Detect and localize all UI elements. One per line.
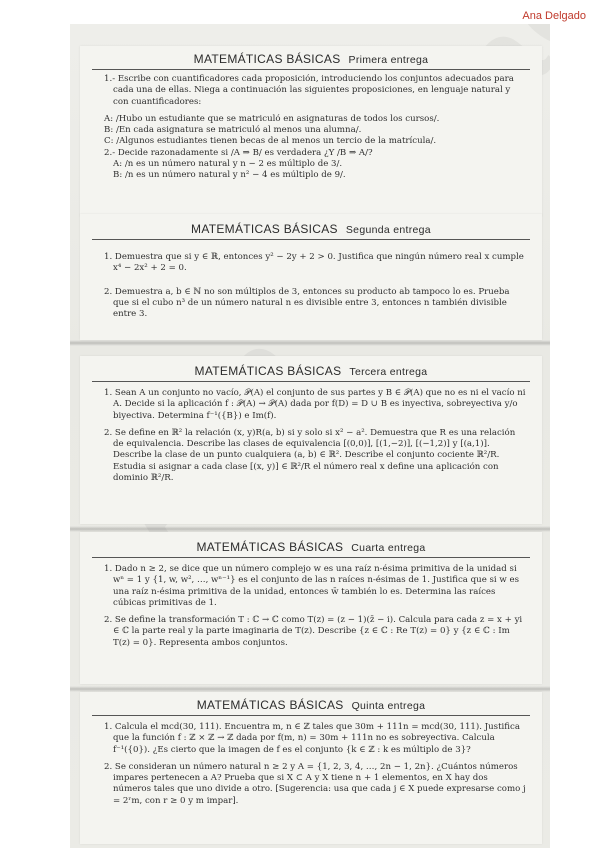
exercise-item: 2. Demuestra a, b ∈ ℕ no son múltiplos de 3, entonces su producto ab tampoco lo es. Prueba que si el cubo n³ de un número natural n es divisible entre 3, entonces n también divisible entre 3. xyxy=(104,286,510,320)
sheet-segunda-entrega xyxy=(80,214,542,340)
section-heading xyxy=(80,698,542,712)
exercise-item: 2.- Decide razonadamente si /A ⇒ B/ es verdadera ¿Y /B ⇒ A/? xyxy=(104,147,373,158)
sheet-cuarta-entrega xyxy=(80,532,542,684)
section-title: MATEMÁTICAS BÁSICAS xyxy=(193,52,341,66)
section-subtitle: Primera entrega xyxy=(348,54,429,66)
exercise-item: A: /n es un número natural y n − 2 es múltiplo de 3/. xyxy=(113,159,343,170)
exercise-list xyxy=(80,382,542,484)
exercise-item: 1. Demuestra que si y ∈ ℝ, entonces y² − 2y + 2 > 0. Justifica que ningún número real x cumple x⁴ − 2x² + 2 = 0. xyxy=(104,252,524,274)
exercise-item: A: /Hubo un estudiante que se matriculó en asignaturas de todos los cursos/. xyxy=(104,113,440,124)
section-heading xyxy=(80,52,542,66)
sheet-tercera-entrega xyxy=(80,356,542,524)
exercise-item: 1. Calcula el mcd(30, 111). Encuentra m, n ∈ ℤ tales que 30m + 111n = mcd(30, 111). Justifica que la función f : ℤ × ℤ → ℤ dada por f(m, n) = 30m + 111n no es sobreyectiva. Calcula f⁻¹({0}). ¿Es cierto que la imagen de f es el conjunto {k ∈ ℤ : k es múltiplo de 3}? xyxy=(104,722,520,755)
exercise-item: 2. Se consideran un número natural n ≥ 2 y A = {1, 2, 3, 4, …, 2n − 1, 2n}. ¿Cuántos números impares pertenecen a A? Prueba que si X ⊂ A y X tiene n + 1 elementos, en X hay dos números tales que uno divide a otro. [Sugerencia: usa que cada j ∈ X puede expresarse como j = 2ʳm, con r ≥ 0 y m impar]. xyxy=(104,761,526,806)
section-heading xyxy=(80,540,542,554)
section-subtitle: Quinta entrega xyxy=(351,700,426,712)
exercise-list xyxy=(80,716,542,807)
exercise-item: B: /n es un número natural y n² − 4 es múltiplo de 9/. xyxy=(113,170,346,181)
exercise-list xyxy=(80,70,542,182)
section-heading xyxy=(80,222,542,236)
exercise-item: 2. Se define en ℝ² la relación (x, y)R(a, b) si y solo si x² − a². Demuestra que R es una relación de equivalencia. Describe las clases de equivalencia [(0,0)], [(1,−2)], [(−1,2)] y [(a,1)]. Describe la clase de un punto cualquiera (a, b) ∈ ℝ². Describe el conjunto cociente ℝ²/R. Estudia si asignar a cada clase [(x, y)] ∈ ℝ²/R el número real x define una aplicación con dominio ℝ²/R. xyxy=(104,427,516,484)
section-heading xyxy=(80,364,542,378)
exercise-item: 1. Sean A un conjunto no vacío, 𝒫(A) el conjunto de sus partes y B ∈ 𝒫(A) que no es ni el vacío ni A. Decide si la aplicación f : 𝒫(A) → 𝒫(A) dada por f(D) = D ∪ B es inyectiva, sobreyectiva y/o biyectiva. Determina f⁻¹({B}) e Im(f). xyxy=(104,388,526,421)
section-title: MATEMÁTICAS BÁSICAS xyxy=(196,540,344,554)
exercise-item: 1.- Escribe con cuantificadores cada proposición, introduciendo los conjuntos adecuados para cada una de ellas. Niega a continuación las siguientes proposiciones, en lenguaje natural y con cuantificadores: xyxy=(104,74,514,107)
exercise-item: 1. Dado n ≥ 2, se dice que un número complejo w es una raíz n-ésima primitiva de la unidad si wⁿ = 1 y {1, w, w², …, wⁿ⁻¹} es el conjunto de las n raíces n-ésimas de 1. Justifica que si w es una raíz n-ésima primitiva de la unidad, entonces w̄ también lo es. Determina las raíces cúbicas primitivas de 1. xyxy=(104,564,519,608)
exercise-item: C: /Algunos estudiantes tienen becas de al menos un tercio de la matrícula/. xyxy=(104,136,437,147)
author-name: Ana Delgado xyxy=(522,10,586,22)
section-subtitle: Tercera entrega xyxy=(349,366,428,378)
exercise-item: 2. Se define la transformación T : ℂ → ℂ como T(z) = (z − 1)(z̄ − i). Calcula para cada z = x + yi ∈ ℂ la parte real y la parte imaginaria de T(z). Describe {z ∈ ℂ : Re T(z) = 0} y {z ∈ ℂ : Im T(z) = 0}. Representa ambos conjuntos. xyxy=(104,615,523,648)
section-title: MATEMÁTICAS BÁSICAS xyxy=(194,364,342,378)
scanned-page xyxy=(70,24,550,848)
exercise-list xyxy=(80,240,542,320)
exercise-item: B: /En cada asignatura se matriculó al menos una alumna/. xyxy=(104,125,362,136)
section-subtitle: Segunda entrega xyxy=(345,224,431,236)
section-title: MATEMÁTICAS BÁSICAS xyxy=(191,222,338,236)
exercise-list xyxy=(80,558,542,649)
section-title: MATEMÁTICAS BÁSICAS xyxy=(196,698,344,712)
sheet-primera-entrega xyxy=(80,46,542,216)
sheet-quinta-entrega xyxy=(80,692,542,844)
section-subtitle: Cuarta entrega xyxy=(351,542,426,554)
page-fold xyxy=(70,340,550,346)
